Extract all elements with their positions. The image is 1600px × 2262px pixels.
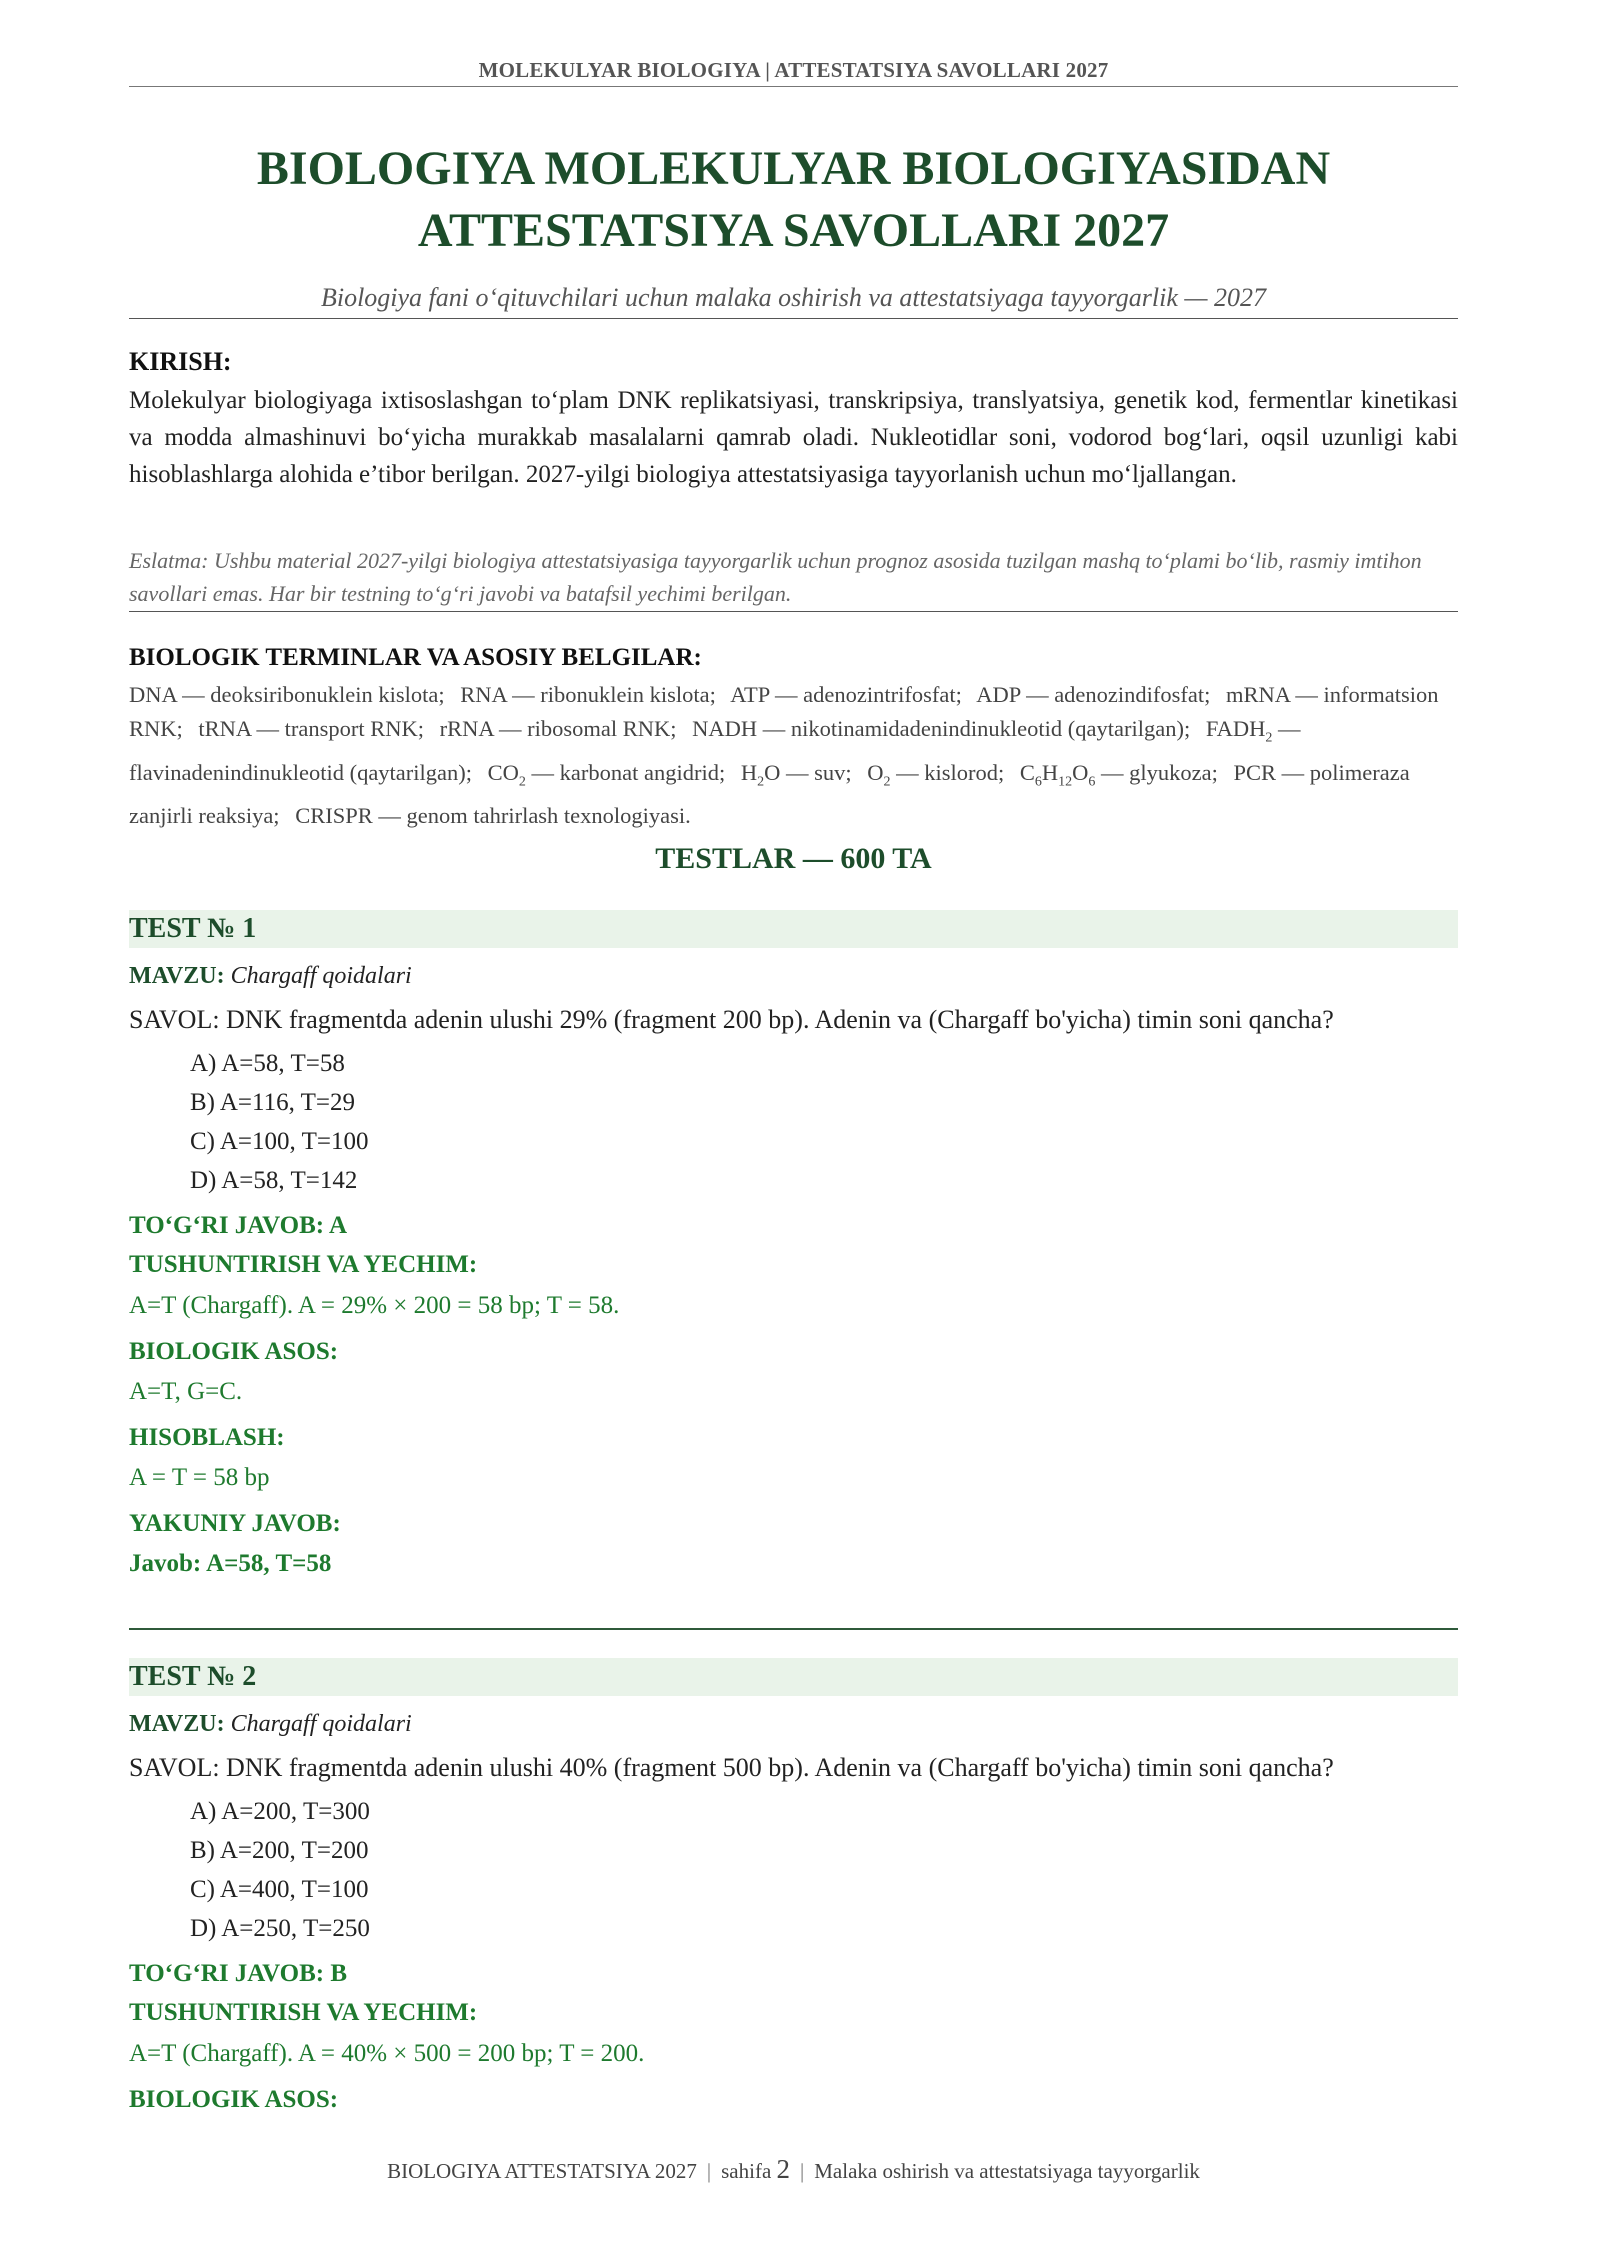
final-label: YAKUNIY JAVOB: — [129, 1510, 341, 1537]
test-2 — [129, 1658, 1458, 2118]
note-rule — [129, 611, 1458, 612]
page-footer — [129, 2154, 1458, 2185]
test-number: TEST № 2 — [129, 1658, 1458, 1696]
term-co2: $CO_2$ — karbonat angidrid; — [487, 759, 726, 789]
term-item: tRNA — transport RNK; — [198, 716, 425, 741]
option-d: D) A=58, T=142 — [190, 1167, 358, 1194]
option-d: D) A=250, T=250 — [190, 1915, 370, 1942]
document-title — [129, 138, 1458, 262]
running-header: MOLEKULYAR BIOLOGIYA | ATTESTATSIYA SAVOLLARI 2027 — [478, 58, 1109, 82]
test-topic — [129, 1708, 1458, 1740]
basis-label: BIOLOGIK ASOS: — [129, 2086, 339, 2113]
option-b: B) A=116, T=29 — [190, 1089, 356, 1116]
footer-page-word: sahifa — [721, 2159, 772, 2183]
test-options — [129, 1792, 1458, 1948]
term-fadh2: $FADH_2$ — flavinadenindinukleotid (qaytarilgan); — [129, 716, 1301, 785]
page-number: 2 — [776, 2154, 791, 2184]
terms-body — [129, 678, 1458, 833]
title-line-1: BIOLOGIYA MOLEKULYAR BIOLOGIYASIDAN — [256, 142, 1331, 195]
term-item: NADH — nikotinamidadenindinukleotid (qaytarilgan); — [692, 716, 1191, 741]
term-item: RNA — ribonuklein kislota; — [460, 682, 716, 707]
footer-separator: | — [800, 2159, 805, 2183]
option-a: A) A=200, T=300 — [190, 1798, 370, 1825]
footer-right: Malaka oshirish va attestatsiyaga tayyorgarlik — [814, 2159, 1200, 2183]
title-line-2: ATTESTATSIYA SAVOLLARI 2027 — [417, 204, 1170, 257]
tests-heading: TESTLAR — 600 TA — [655, 842, 932, 875]
term-item: ADP — adenozindifosfat; — [976, 682, 1211, 707]
option-c: C) A=100, T=100 — [190, 1128, 369, 1155]
term-h2o: $H_2O$ — suv; — [740, 759, 852, 789]
document-subtitle: Biologiya fani o‘qituvchilari uchun malaka oshirish va attestatsiyaga tayyorgarlik — 2027 — [320, 283, 1267, 312]
correct-answer: TO‘G‘RI JAVOB: B — [129, 1960, 348, 1987]
explanation-text: A=T (Chargaff). A = 29% × 200 = 58 bp; T = 58. — [129, 1292, 620, 1319]
title-rule — [129, 318, 1458, 319]
final-text: Javob: A=58, T=58 — [129, 1550, 332, 1577]
term-item: DNA — deoksiribonuklein kislota; — [129, 682, 445, 707]
term-item: rRNA — ribosomal RNK; — [439, 716, 677, 741]
term-crispr: CRISPR — genom tahrirlash texnologiyasi. — [295, 803, 691, 828]
test-question: SAVOL: DNK fragmentda adenin ulushi 29% (fragment 200 bp). Adenin va (Chargaff bo'yicha) timin soni qancha? — [129, 1005, 1334, 1034]
term-o2: $O_2$ — kislorod; — [867, 759, 1005, 789]
test-topic — [129, 960, 1458, 992]
header-rule — [129, 86, 1458, 87]
term-item: ATP — adenozintrifosfat; — [730, 682, 962, 707]
topic-value: Chargaff qoidalari — [230, 963, 412, 989]
test-1 — [129, 910, 1458, 1582]
test-question: SAVOL: DNK fragmentda adenin ulushi 40% (fragment 500 bp). Adenin va (Chargaff bo'yicha) timin soni qancha? — [129, 1753, 1334, 1782]
test-options — [129, 1044, 1458, 1200]
basis-label: BIOLOGIK ASOS: — [129, 1338, 339, 1365]
explanation-label: TUSHUNTIRISH VA YECHIM: — [129, 1999, 478, 2026]
topic-label: MAVZU: — [129, 963, 225, 989]
test-separator — [129, 1628, 1458, 1630]
intro-body: Molekulyar biologiyaga ixtisoslashgan to‘plam DNK replikatsiyasi, transkripsiya, translyatsiya, genetik kod, fermentlar kinetikasi va modda almashinuvi bo‘yicha murakkab masalalarni qamrab oladi. Nukleotidlar soni, vodorod bog‘lari, oqsil uzunligi kabi hisoblashlarga alohida e’tibor berilgan. 2027-yilgi biologiya attestatsiyasiga tayyorlanish uchun mo‘ljallangan. — [129, 387, 1458, 488]
term-glucose: $C_6H_{12}O_6$ — glyukoza; — [1019, 759, 1218, 789]
footer-left: BIOLOGIYA ATTESTATSIYA 2027 — [387, 2159, 697, 2183]
terms-heading: BIOLOGIK TERMINLAR VA ASOSIY BELGILAR: — [129, 644, 702, 671]
basis-text: A=T, G=C. — [129, 1378, 243, 1405]
term-pcr: PCR — polimeraza zanjirli reaksiya; — [129, 759, 1410, 828]
topic-label: MAVZU: — [129, 1711, 225, 1737]
option-b: B) A=200, T=200 — [190, 1837, 369, 1864]
topic-value: Chargaff qoidalari — [230, 1711, 412, 1737]
calc-label: HISOBLASH: — [129, 1424, 285, 1451]
term-item: mRNA — informatsion RNK; — [129, 682, 1439, 741]
option-c: C) A=400, T=100 — [190, 1876, 369, 1903]
calc-text: A = T = 58 bp — [129, 1464, 270, 1491]
explanation-label: TUSHUNTIRISH VA YECHIM: — [129, 1251, 478, 1278]
intro-note: Eslatma: Ushbu material 2027-yilgi biologiya attestatsiyasiga tayyorgarlik uchun prognoz asosida tuzilgan mashq to‘plami bo‘lib, rasmiy imtihon savollari emas. Har bir testning to‘g‘ri javobi va batafsil yechimi berilgan. — [129, 548, 1422, 606]
explanation-text: A=T (Chargaff). A = 40% × 500 = 200 bp; T = 200. — [129, 2040, 645, 2067]
footer-separator: | — [706, 2159, 712, 2183]
intro-heading: KIRISH: — [129, 347, 232, 376]
correct-answer: TO‘G‘RI JAVOB: A — [129, 1212, 348, 1239]
test-number: TEST № 1 — [129, 910, 1458, 948]
option-a: A) A=58, T=58 — [190, 1050, 345, 1077]
